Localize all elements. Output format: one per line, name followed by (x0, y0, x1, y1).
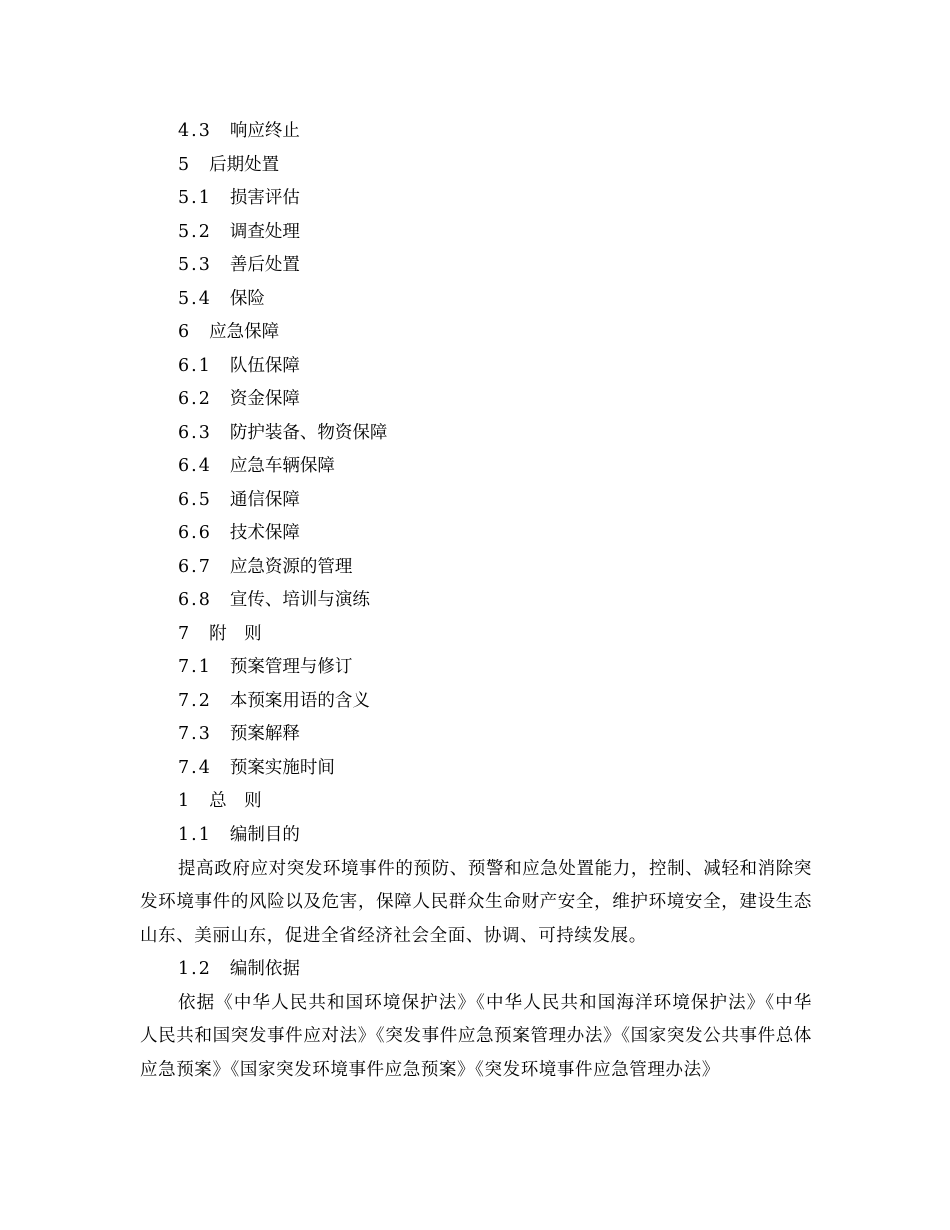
toc-title: 本预案用语的含义 (229, 690, 370, 711)
toc-title: 应急资源的管理 (229, 556, 353, 577)
toc-number: 7.2 (178, 690, 212, 711)
toc-number: 6.3 (178, 422, 212, 443)
toc-title: 资金保障 (229, 389, 300, 409)
toc-item (178, 652, 387, 686)
toc-title: 附 则 (209, 623, 262, 644)
toc-number: 6.1 (178, 355, 212, 376)
toc-number: 6 (178, 322, 192, 342)
paragraph-basis: 依据《中华人民共和国环境保护法》《中华人民共和国海洋环境保护法》《中华人民共和国突发事件应对法》《突发事件应急预案管理办法》《国家突发公共事件总体应急预案》《国家突发环境事件应急预案》《突发环境事件应急管理办法》 (140, 992, 812, 1080)
toc-number: 7 (178, 623, 192, 644)
toc-title: 预案管理与修订 (229, 657, 353, 677)
toc-item (178, 485, 387, 519)
toc-item (178, 250, 387, 284)
heading-number: 1.2 (178, 959, 212, 979)
toc-title: 后期处置 (209, 154, 280, 175)
toc-item (178, 418, 387, 452)
toc-item (178, 351, 387, 385)
toc-item (178, 384, 387, 418)
toc-item (178, 719, 387, 753)
toc-number: 6.2 (178, 389, 212, 409)
toc-number: 6.4 (178, 456, 212, 476)
toc-number: 4.3 (178, 121, 212, 141)
heading-number: 1.1 (178, 825, 212, 845)
toc-item (178, 753, 387, 787)
heading-title: 编制依据 (229, 959, 300, 979)
toc-number: 6.7 (178, 556, 212, 577)
toc-title: 队伍保障 (229, 355, 300, 376)
toc-title: 技术保障 (229, 523, 300, 543)
toc-title: 响应终止 (229, 121, 300, 141)
toc-item (178, 585, 387, 619)
toc-item (178, 284, 387, 318)
toc-title: 损害评估 (229, 188, 300, 208)
toc-number: 6.6 (178, 523, 212, 543)
toc-title: 保险 (229, 288, 265, 309)
toc-item (178, 518, 387, 552)
toc-number: 7.3 (178, 724, 212, 744)
toc-title: 预案解释 (229, 724, 300, 744)
toc-number: 1 (178, 791, 192, 811)
toc-number: 7.1 (178, 657, 212, 677)
toc-title: 善后处置 (229, 255, 300, 275)
toc-number: 5.1 (178, 188, 212, 208)
toc-item (178, 686, 387, 720)
toc-item (178, 451, 387, 485)
table-of-contents (178, 116, 387, 820)
toc-title: 应急车辆保障 (229, 456, 335, 476)
body-section (140, 819, 812, 1087)
toc-title: 调查处理 (229, 221, 300, 242)
toc-number: 6.5 (178, 489, 212, 510)
toc-item (178, 116, 387, 150)
section-heading-1-2 (140, 953, 812, 987)
toc-title: 总 则 (209, 791, 262, 811)
section-heading-1-1 (140, 819, 812, 853)
toc-number: 5.3 (178, 255, 212, 275)
toc-item (178, 217, 387, 251)
toc-number: 5 (178, 154, 192, 175)
toc-title: 应急保障 (209, 322, 280, 342)
toc-title: 宣传、培训与演练 (229, 590, 370, 610)
toc-number: 5.2 (178, 221, 212, 242)
toc-item (178, 552, 387, 586)
toc-number: 7.4 (178, 757, 212, 778)
toc-title: 防护装备、物资保障 (229, 422, 388, 443)
toc-title: 通信保障 (229, 489, 300, 510)
toc-number: 5.4 (178, 288, 212, 309)
heading-title: 编制目的 (229, 825, 300, 845)
toc-item (178, 786, 387, 820)
toc-item (178, 317, 387, 351)
toc-title: 预案实施时间 (229, 757, 335, 778)
toc-item (178, 183, 387, 217)
paragraph-purpose: 提高政府应对突发环境事件的预防、预警和应急处置能力，控制、减轻和消除突发环境事件的风险以及危害，保障人民群众生命财产安全，维护环境安全，建设生态山东、美丽山东，促进全省经济社会全面、协调、可持续发展。 (140, 858, 812, 946)
toc-item (178, 619, 387, 653)
toc-number: 6.8 (178, 590, 212, 610)
toc-item (178, 150, 387, 184)
